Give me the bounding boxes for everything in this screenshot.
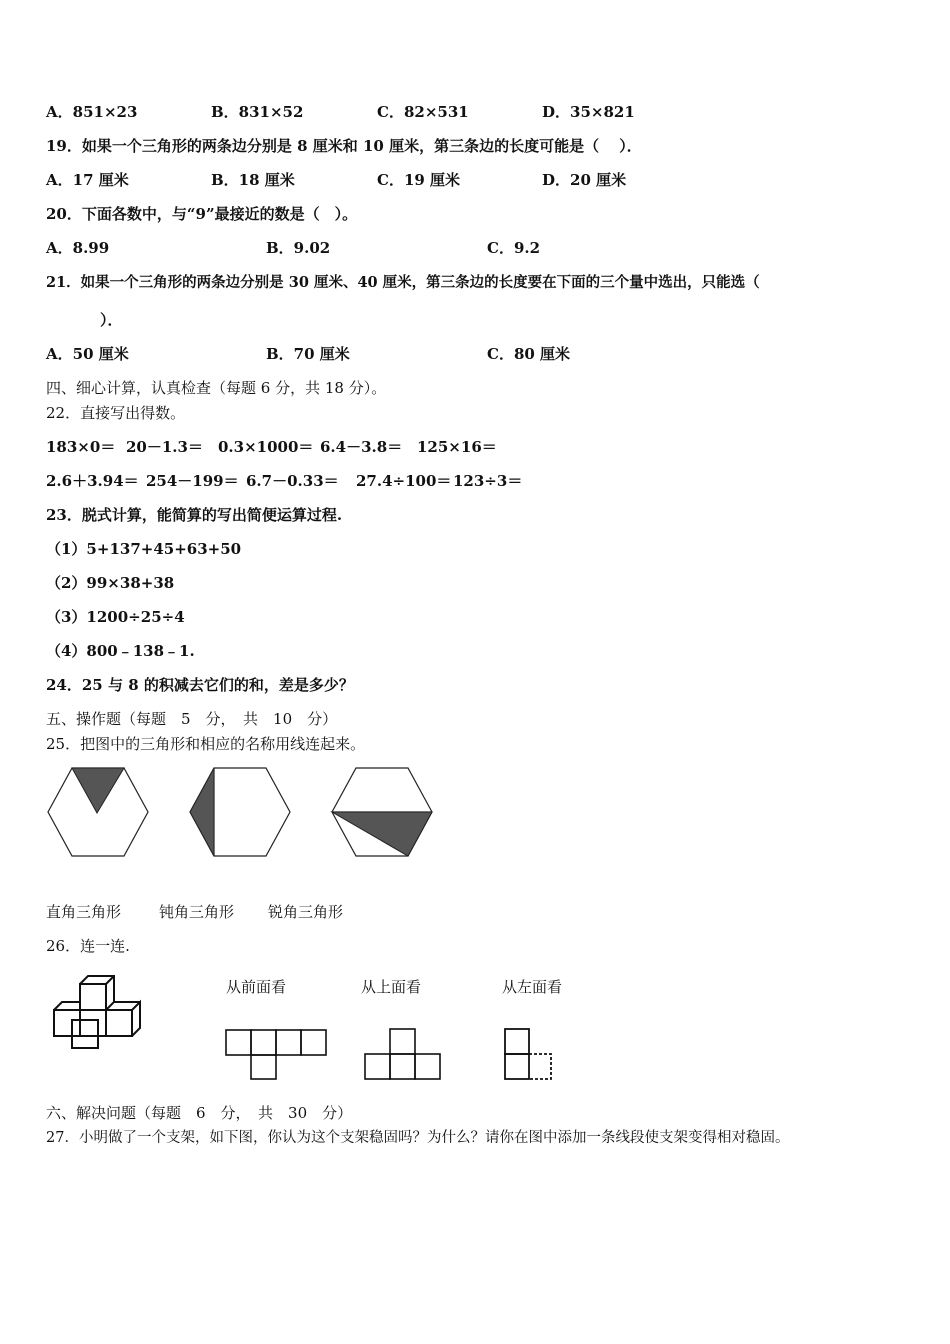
q22-r2-1: 2.6＋3.94＝ <box>46 472 139 490</box>
q22-r1-1: 183×0＝ <box>46 438 116 456</box>
view-label-left: 从左面看 <box>502 978 563 996</box>
name-obtuse-triangle: 钝角三角形 <box>159 903 235 921</box>
q18-option-c: C．82×531 <box>377 103 469 121</box>
q20-stem: 20．下面各数中，与“9”最接近的数是（ ）。 <box>46 205 358 223</box>
q22-r2-4: 27.4÷100＝ <box>356 472 452 490</box>
top-view-grid <box>363 1027 443 1081</box>
q22-r1-3: 0.3×1000＝ <box>218 438 314 456</box>
q20-option-a: A．8.99 <box>46 239 110 257</box>
name-acute-triangle: 锐角三角形 <box>268 903 344 921</box>
front-view-grid <box>224 1028 328 1080</box>
q21-option-a: A．50 厘米 <box>46 345 129 363</box>
section4-heading: 四、细心计算，认真检查（每题 6 分，共 18 分）。 <box>46 379 387 397</box>
q22-stem: 22．直接写出得数。 <box>46 404 186 422</box>
section6-heading: 六、解决问题（每题 6 分， 共 30 分） <box>46 1104 353 1122</box>
hexagon-figure-2 <box>188 766 292 858</box>
q23-item-4: （4）800﹣138﹣1. <box>46 642 195 660</box>
q18-option-d: D．35×821 <box>542 103 635 121</box>
q19-option-d: D．20 厘米 <box>542 171 627 189</box>
q21-stem: 21．如果一个三角形的两条边分别是 30 厘米、40 厘米，第三条边的长度要在下面的三个量中选出，只能选（ <box>46 274 760 291</box>
q23-item-3: （3）1200÷25÷4 <box>46 608 185 626</box>
q21-option-c: C．80 厘米 <box>487 345 571 363</box>
hexagon-figure-1 <box>46 766 150 858</box>
q24-stem: 24．25 与 8 的积减去它们的和，差是多少？ <box>46 676 354 694</box>
q23-item-2: （2）99×38+38 <box>46 574 175 592</box>
q20-option-c: C．9.2 <box>487 239 541 257</box>
q23-stem: 23．脱式计算，能简算的写出简便运算过程. <box>46 506 343 524</box>
section5-heading: 五、操作题（每题 5 分， 共 10 分） <box>46 710 338 728</box>
shaded-triangle-3 <box>332 812 432 856</box>
q20-option-b: B．9.02 <box>266 239 331 257</box>
q26-stem: 26．连一连. <box>46 937 130 955</box>
q23-item-1: （1）5+137+45+63+50 <box>46 540 242 558</box>
q19-stem: 19．如果一个三角形的两条边分别是 8 厘米和 10 厘米，第三条边的长度可能是（ ）． <box>46 137 642 155</box>
q22-r2-3: 6.7－0.33＝ <box>246 472 339 490</box>
view-label-top: 从上面看 <box>361 978 422 996</box>
shaded-triangle-2 <box>190 768 214 856</box>
hexagon-figure-3 <box>330 766 434 858</box>
q22-r2-5: 123÷3＝ <box>453 472 523 490</box>
q27-stem: 27．小明做了一个支架，如下图，你认为这个支架稳固吗？为什么？请你在图中添加一条线段使支架变得相对稳固。 <box>46 1130 790 1146</box>
q22-r1-2: 20－1.3＝ <box>126 438 203 456</box>
q19-option-a: A．17 厘米 <box>46 171 129 189</box>
q19-option-c: C．19 厘米 <box>377 171 461 189</box>
q18-option-b: B．831×52 <box>211 103 304 121</box>
q19-option-b: B．18 厘米 <box>211 171 295 189</box>
q18-option-a: A．851×23 <box>46 103 138 121</box>
q21-stem-cont: ）． <box>100 311 123 329</box>
q22-r2-2: 254－199＝ <box>146 472 239 490</box>
shaded-triangle-1 <box>72 768 124 813</box>
q22-r1-4: 6.4－3.8＝ <box>320 438 403 456</box>
left-view-grid <box>503 1027 557 1083</box>
name-right-triangle: 直角三角形 <box>46 903 122 921</box>
q25-stem: 25．把图中的三角形和相应的名称用线连起来。 <box>46 735 366 753</box>
cube-stack-figure <box>46 972 156 1056</box>
q22-r1-5: 125×16＝ <box>417 438 497 456</box>
view-label-front: 从前面看 <box>226 978 287 996</box>
q21-option-b: B．70 厘米 <box>266 345 350 363</box>
